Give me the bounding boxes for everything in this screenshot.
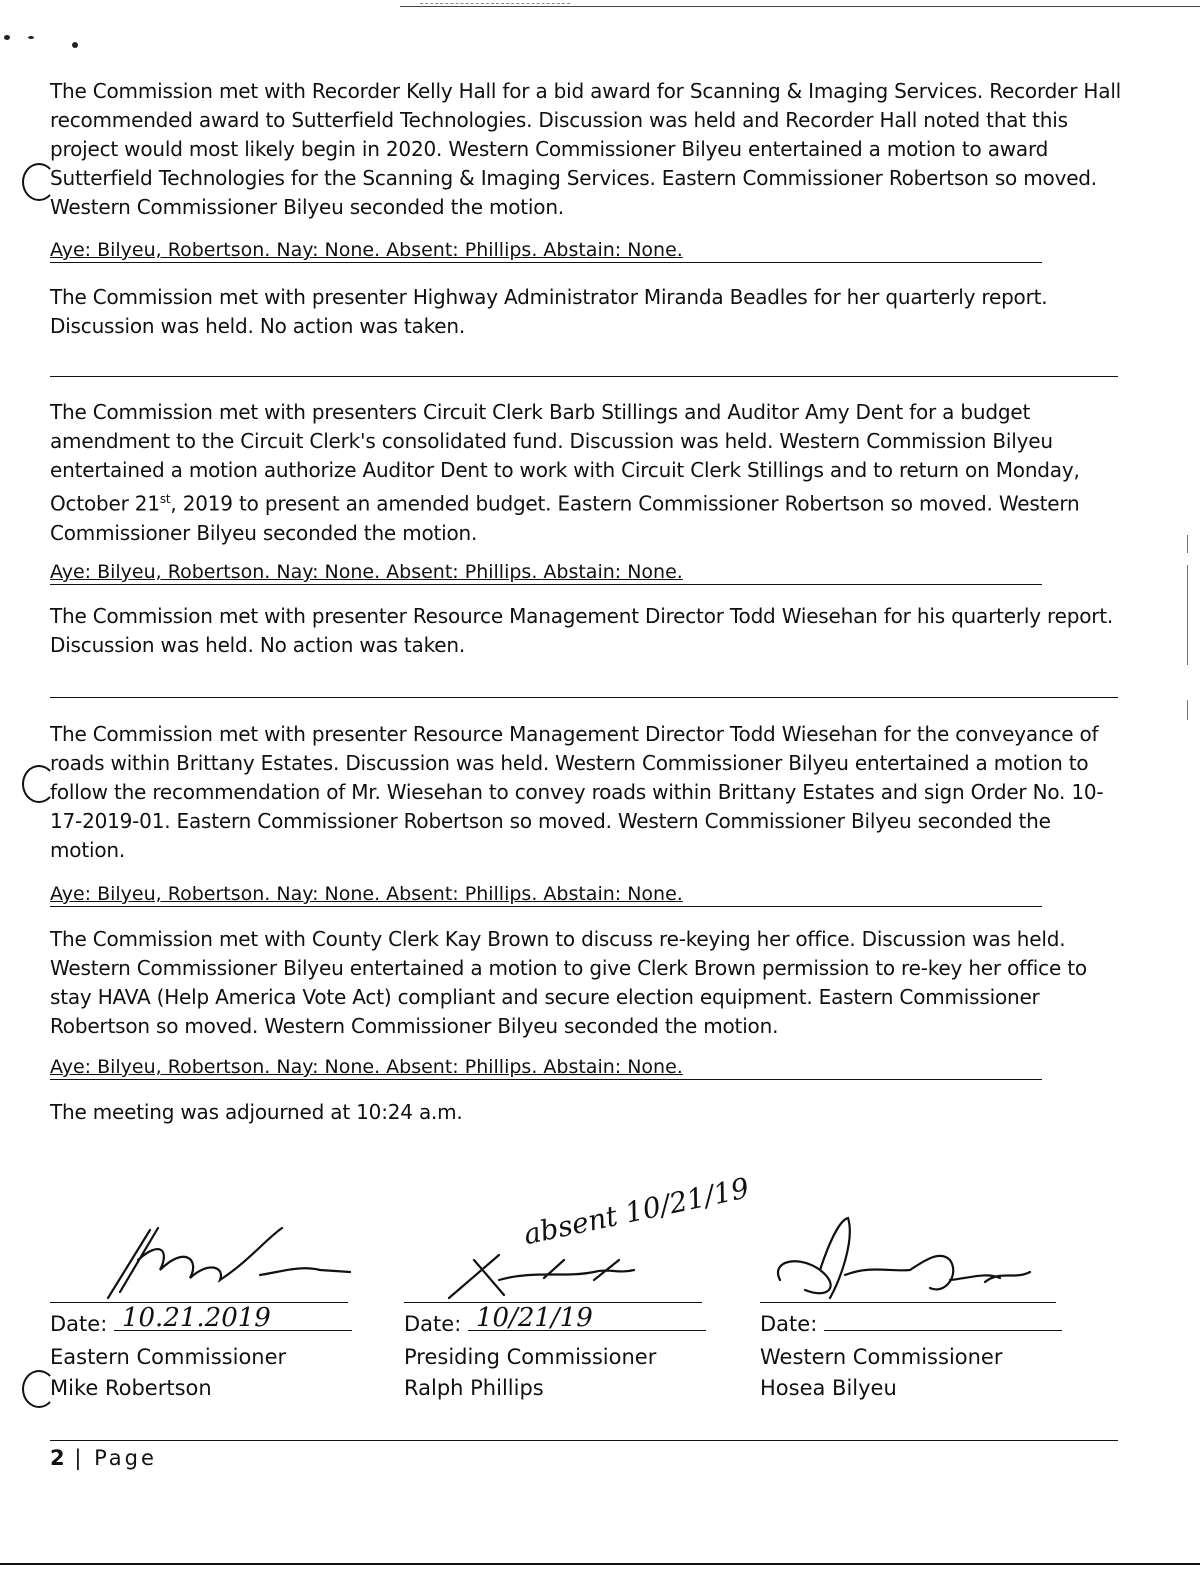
handwritten-signature — [760, 1200, 1080, 1310]
section-divider — [50, 376, 1118, 377]
minutes-paragraph: The Commission met with presenter Resource Management Director Todd Wiesehan for his quarterly report. Discussion was held. No action was taken. — [50, 604, 1114, 657]
vote-record — [50, 1055, 1042, 1080]
vote-text: Aye: Bilyeu, Robertson. Nay: None. Absent: Phillips. Abstain: None. — [50, 239, 683, 261]
date-line — [114, 1303, 352, 1333]
signer-name: Mike Robertson — [50, 1376, 212, 1400]
scan-edge-mark — [1187, 565, 1188, 665]
vote-text: Aye: Bilyeu, Robertson. Nay: None. Absent: Phillips. Abstain: None. — [50, 561, 683, 583]
handwritten-date: 10/21/19 — [475, 1303, 593, 1333]
date-row — [760, 1308, 1062, 1336]
minutes-paragraph — [50, 398, 1130, 548]
vote-record — [50, 238, 1042, 263]
minutes-paragraph: The Commission met with presenter Highway Administrator Miranda Beadles for her quarterly report. Discussion was held. No action was taken. — [50, 285, 1048, 338]
page-word: Page — [94, 1446, 157, 1470]
scan-bottom-rule — [0, 1563, 1200, 1565]
paragraph-text: The Commission met with presenters Circuit Clerk Barb Stillings and Auditor Amy Dent for a budget amendment to the Circuit Clerk's consolidated fund. Discussion was held. Western Commission Bilyeu entertained a motion authorize Auditor Dent to work with Circuit Clerk Stillings and to return on Monday, October 21 — [50, 400, 1080, 516]
signer-info — [760, 1342, 1002, 1404]
signer-title: Presiding Commissioner — [404, 1345, 657, 1369]
vote-text: Aye: Bilyeu, Robertson. Nay: None. Absent: Phillips. Abstain: None. — [50, 1056, 683, 1078]
scan-speck — [28, 36, 34, 39]
signer-title: Eastern Commissioner — [50, 1345, 287, 1369]
date-label: Date: — [404, 1312, 462, 1336]
scan-edge-mark — [1187, 700, 1188, 720]
footer-separator: | — [74, 1446, 85, 1470]
page-footer — [50, 1446, 157, 1470]
scan-top-dashes — [420, 3, 570, 4]
minutes-paragraph: The Commission met with presenter Resource Management Director Todd Wiesehan for the conveyance of roads within Brittany Estates. Discussion was held. Western Commissioner Bilyeu entertained a motion to follow the recommendation of Mr. Wiesehan to convey roads within Brittany Estates and sign Order No. 10-17-2019-01. Eastern Commissioner Robertson so moved. Western Commissioner Bilyeu seconded the motion. — [50, 722, 1104, 862]
scan-speck — [4, 35, 10, 40]
vote-record — [50, 882, 1042, 907]
minutes-paragraph: The Commission met with County Clerk Kay Brown to discuss re-keying her office. Discussion was held. Western Commissioner Bilyeu entertained a motion to give Clerk Brown permission to re-key her office to stay HAVA (Help America Vote Act) compliant and secure election equipment. Eastern Commissioner Robertson so moved. Western Commissioner Bilyeu seconded the motion. — [50, 927, 1087, 1038]
ordinal-suffix: st — [159, 492, 171, 506]
footer-divider — [50, 1440, 1118, 1441]
date-label: Date: — [50, 1312, 108, 1336]
date-label: Date: — [760, 1312, 818, 1336]
minutes-paragraph: The Commission met with Recorder Kelly Hall for a bid award for Scanning & Imaging Services. Recorder Hall recommended award to Sutterfield Technologies. Discussion was held and Recorder Hall noted that this project would most likely begin in 2020. Western Commissioner Bilyeu entertained a motion to award Sutterfield Technologies for the Scanning & Imaging Services. Eastern Commissioner Robertson so moved. Western Commissioner Bilyeu seconded the motion. — [50, 79, 1122, 219]
handwritten-signature — [50, 1200, 370, 1310]
signer-info — [404, 1342, 656, 1404]
signature-line — [760, 1302, 1056, 1303]
signer-name: Ralph Phillips — [404, 1376, 544, 1400]
adjournment-note: The meeting was adjourned at 10:24 a.m. — [50, 1100, 463, 1124]
vote-record — [50, 560, 1042, 585]
page-number: 2 — [50, 1446, 65, 1470]
section-divider — [50, 697, 1118, 698]
scan-edge-mark — [1187, 535, 1188, 553]
handwritten-signature — [404, 1200, 724, 1310]
date-row — [404, 1303, 706, 1336]
date-row — [50, 1303, 352, 1336]
vote-text: Aye: Bilyeu, Robertson. Nay: None. Absent: Phillips. Abstain: None. — [50, 883, 683, 905]
signer-title: Western Commissioner — [760, 1345, 1003, 1369]
signer-info — [50, 1342, 286, 1404]
handwritten-date: 10.21.2019 — [121, 1303, 271, 1333]
scan-speck — [72, 42, 78, 48]
scan-top-rule — [400, 6, 1200, 7]
signer-name: Hosea Bilyeu — [760, 1376, 897, 1400]
date-line — [824, 1308, 1062, 1331]
handwritten-note: absent 10/21/19 — [520, 1171, 753, 1252]
paragraph-text: , 2019 to present an amended budget. Eastern Commissioner Robertson so moved. Western Commissioner Bilyeu seconded the motion. — [50, 491, 1080, 545]
date-line — [468, 1303, 706, 1333]
